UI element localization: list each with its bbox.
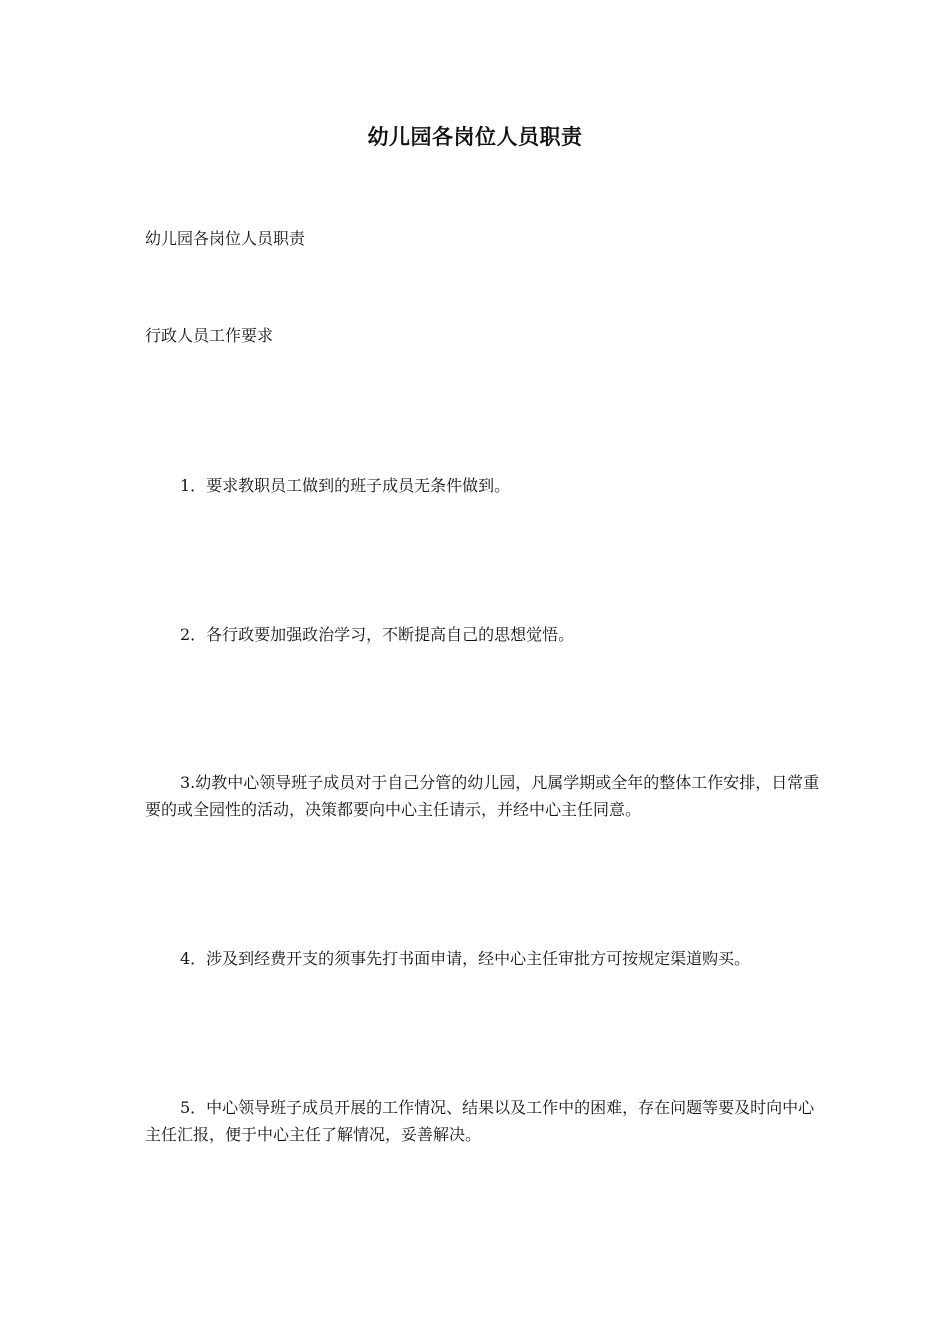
list-item: 5．中心领导班子成员开展的工作情况、结果以及工作中的困难，存在问题等要及时向中心主任汇报，便于中心主任了解情况，妥善解决。 <box>145 1098 815 1144</box>
list-item: 2．各行政要加强政治学习，不断提高自己的思想觉悟。 <box>180 625 575 644</box>
document-title: 幼儿园各岗位人员职责 <box>367 124 583 149</box>
list-item: 3.幼教中心领导班子成员对于自己分管的幼儿园，凡属学期或全年的整体工作安排，日常重要的或全园性的活动，决策都要向中心主任请示，并经中心主任同意。 <box>145 773 820 819</box>
list-item: 4．涉及到经费开支的须事先打书面申请，经中心主任审批方可按规定渠道购买。 <box>180 949 751 968</box>
section-heading: 行政人员工作要求 <box>145 326 274 345</box>
document-subtitle: 幼儿园各岗位人员职责 <box>145 229 306 248</box>
list-item: 1．要求教职员工做到的班子成员无条件做到。 <box>180 476 511 495</box>
